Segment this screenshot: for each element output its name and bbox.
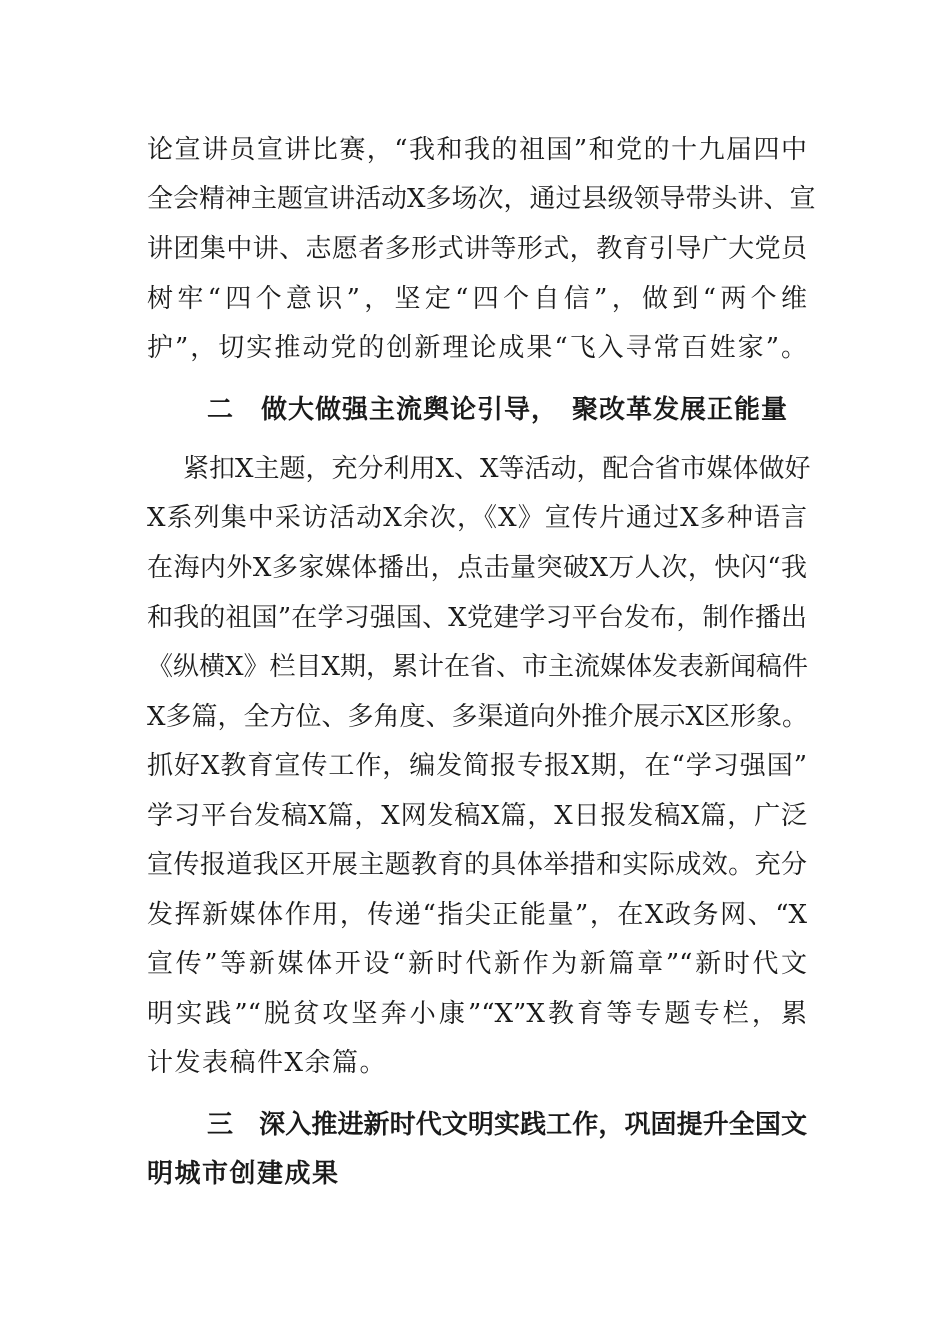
- paragraph-1-line-4: 树牢“四个意识”，坚定“四个自信”，做到“两个维: [147, 284, 807, 314]
- section-heading-3-line-1: 三 深入推进新时代文明实践工作，巩固提升全国文: [207, 1110, 807, 1140]
- paragraph-2-line-5: 《纵横X》栏目X期，累计在省、市主流媒体发表新闻稿件: [147, 652, 809, 682]
- paragraph-1-line-3: 讲团集中讲、志愿者多形式讲等形式，教育引导广大党员: [147, 234, 807, 264]
- paragraph-2-line-2: X系列集中采访活动X余次，《X》宣传片通过X多种语言: [147, 503, 807, 533]
- paragraph-2-line-3: 在海内外X多家媒体播出，点击量突破X万人次，快闪“我: [147, 553, 807, 583]
- paragraph-1-line-5: 护”，切实推动党的创新理论成果“飞入寻常百姓家”。: [147, 333, 807, 363]
- paragraph-1-line-1: 论宣讲员宣讲比赛，“我和我的祖国”和党的十九届四中: [147, 135, 807, 165]
- paragraph-2-line-10: 发挥新媒体作用，传递“指尖正能量”，在X政务网、“X: [147, 900, 807, 930]
- paragraph-2-line-4: 和我的祖国”在学习强国、X党建学习平台发布，制作播出: [147, 603, 807, 633]
- paragraph-2-line-7: 抓好X教育宣传工作，编发简报专报X期，在“学习强国”: [147, 751, 807, 781]
- section-heading-2: 二 做大做强主流舆论引导， 聚改革发展正能量: [207, 395, 789, 425]
- paragraph-2-line-11: 宣传”等新媒体开设“新时代新作为新篇章”“新时代文: [147, 949, 807, 979]
- section-heading-3-line-2: 明城市创建成果: [147, 1159, 340, 1189]
- paragraph-2-line-13: 计发表稿件X余篇。: [147, 1048, 388, 1078]
- paragraph-2-line-8: 学习平台发稿X篇，X网发稿X篇，X日报发稿X篇，广泛: [147, 801, 807, 831]
- paragraph-1-line-2: 全会精神主题宣讲活动X多场次，通过县级领导带头讲、宣: [147, 184, 816, 214]
- paragraph-2-line-6: X多篇，全方位、多角度、多渠道向外推介展示X区形象。: [147, 702, 809, 732]
- paragraph-2-line-9: 宣传报道我区开展主题教育的具体举措和实际成效。充分: [147, 850, 807, 880]
- paragraph-2-line-12: 明实践”“脱贫攻坚奔小康”“X”X教育等专题专栏，累: [147, 999, 807, 1029]
- paragraph-2-line-1: 紧扣X主题，充分利用X、X等活动，配合省市媒体做好: [183, 454, 811, 484]
